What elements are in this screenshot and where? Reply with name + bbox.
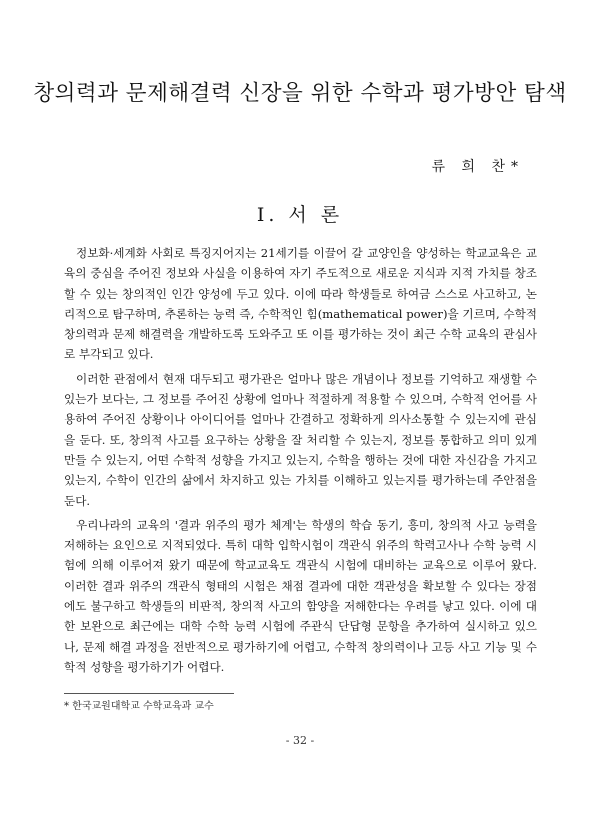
paragraph-2: 이러한 관점에서 현재 대두되고 평가관은 얼마나 많은 개념이나 정보를 기억하고 재생할 수 있는가 보다는, 그 정보를 주어진 상황에 얼마나 적절하게 적용할 수 있으며, 수학적 언어를 사용하여 주어진 상황이나 아이디어를 얼마나 간결하고 정확하게 의사소통할 수 있는지에 관심을 둔다. 또, 창의적 사고를 요구하는 상황을 잘 처리할 수 있는지, 정보를 통합하고 의미 있게 만들 수 있는지, 어떤 수학적 성향을 가지고 있는지, 수학을 행하는 것에 대한 자신감을 가지고 있는지, 수학이 인간의 삶에서 차지하고 있는 가치를 이해하고 있는지를 평가하는데 주안점을 둔다.	[64, 371, 537, 508]
body-text	[64, 243, 537, 677]
footnote: * 한국교원대학교 수학교육과 교수	[64, 701, 214, 712]
paragraph-3: 우리나라의 교육의 '결과 위주의 평가 체계'는 학생의 학습 동기, 흥미, 창의적 사고 능력을 저해하는 요인으로 지적되었다. 특히 대학 입학시험이 객관식 위주의 학력고사나 수학 능력 시험에 의해 이루어져 왔기 때문에 학교교육도 객관식 시험에 대비하는 교육으로 이루어 왔다. 이러한 결과 위주의 객관식 형태의 시험은 채점 결과에 대한 객관성을 확보할 수 있다는 장점에도 불구하고 학생들의 비판적, 창의적 사고의 함양을 저해한다는 우려를 낳고 있다. 이에 대한 보완으로 최근에는 대학 수학 능력 시험에 주관식 단답형 문항을 추가하여 실시하고 있으나, 문제 해결 과정을 전반적으로 평가하기에 어렵고, 수학적 창의력이나 고등 사고 기능 및 수학적 성향을 평가하기가 어렵다.	[64, 517, 537, 674]
author-name: 류 희 찬*	[431, 159, 524, 175]
footnote-divider	[64, 693, 234, 694]
paragraph-1: 정보화·세계화 사회로 특징지어지는 21세기를 이끌어 갈 교양인을 양성하는 학교교육은 교육의 중심을 주어진 정보와 사실을 이용하여 자기 주도적으로 새로운 지식과 지적 가치를 창조할 수 있는 창의적인 인간 양성에 두고 있다. 이에 따라 학생들로 하여금 스스로 사고하고, 논리적으로 탐구하며, 추론하는 능력 즉, 수학적인 힘(mathematical power)을 기르며, 수학적 창의력과 문제 해결력을 개발하도록 도와주고 또 이를 평가하는 것이 최근 수학 교육의 관심사로 부각되고 있다.	[64, 246, 537, 362]
section-heading: Ⅰ. 서 론	[256, 204, 344, 226]
paper-title: 창의력과 문제해결력 신장을 위한 수학과 평가방안 탐색	[33, 81, 567, 106]
page-number: - 32 -	[285, 734, 315, 747]
